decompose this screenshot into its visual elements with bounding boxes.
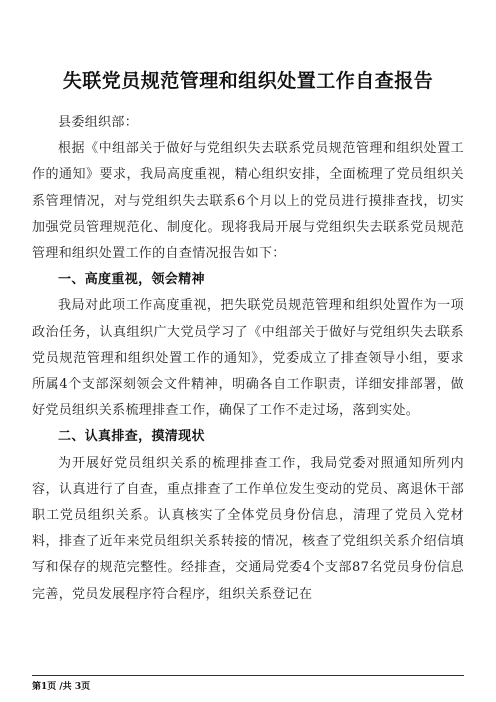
section-heading-1: 一、高度重视，领会精神	[58, 272, 205, 288]
salutation: 县委组织部：	[58, 115, 139, 130]
page-number: 第1页 /共 3页	[32, 682, 91, 692]
section-heading-2: 二、认真排查，摸清现状	[58, 429, 205, 445]
paragraph-section-1: 我局对此项工作高度重视，把失联党员规范管理和组织处置作为一项政治任务，认真组织广大党员学习了《中组部关于做好与党组织失去联系党员规范管理和组织处置工作的通知》，党委成立了排查领导小组，要求所属4个支部深刻领会文件精神，明确各自工作职责，详细安排部署，做好党员组织关系梳理排查工作，确保了工作不走过场，落到实处。	[32, 298, 464, 419]
document-title: 失联党员规范管理和组织处置工作自查报告	[62, 70, 434, 92]
footer-divider	[32, 675, 464, 676]
paragraph-section-2: 为开展好党员组织关系的梳理排查工作，我局党委对照通知所列内容，认真进行了自查，重点排查了工作单位发生变动的党员、离退休干部职工党员组织关系。认真核实了全体党员身份信息，清理了党员入党材料，排查了近年来党员组织关系转接的情况，核查了党组织关系介绍信填写和保存的规范完整性。经排查，交通局党委4个支部87名党员身份信息完善，党员发展程序符合程序，组织关系登记在	[32, 455, 464, 602]
paragraph-intro: 根据《中组部关于做好与党组织失去联系党员规范管理和组织处置工作的通知》要求，我局高度重视，精心组织安排，全面梳理了党员组织关系管理情况，对与党组织失去联系6个月以上的党员进行摸排查找，切实加强党员管理规范化、制度化。现将我局开展与党组织失去联系党员规范管理和组织处置工作的自查情况报告如下：	[32, 141, 464, 262]
document-body	[32, 110, 464, 608]
